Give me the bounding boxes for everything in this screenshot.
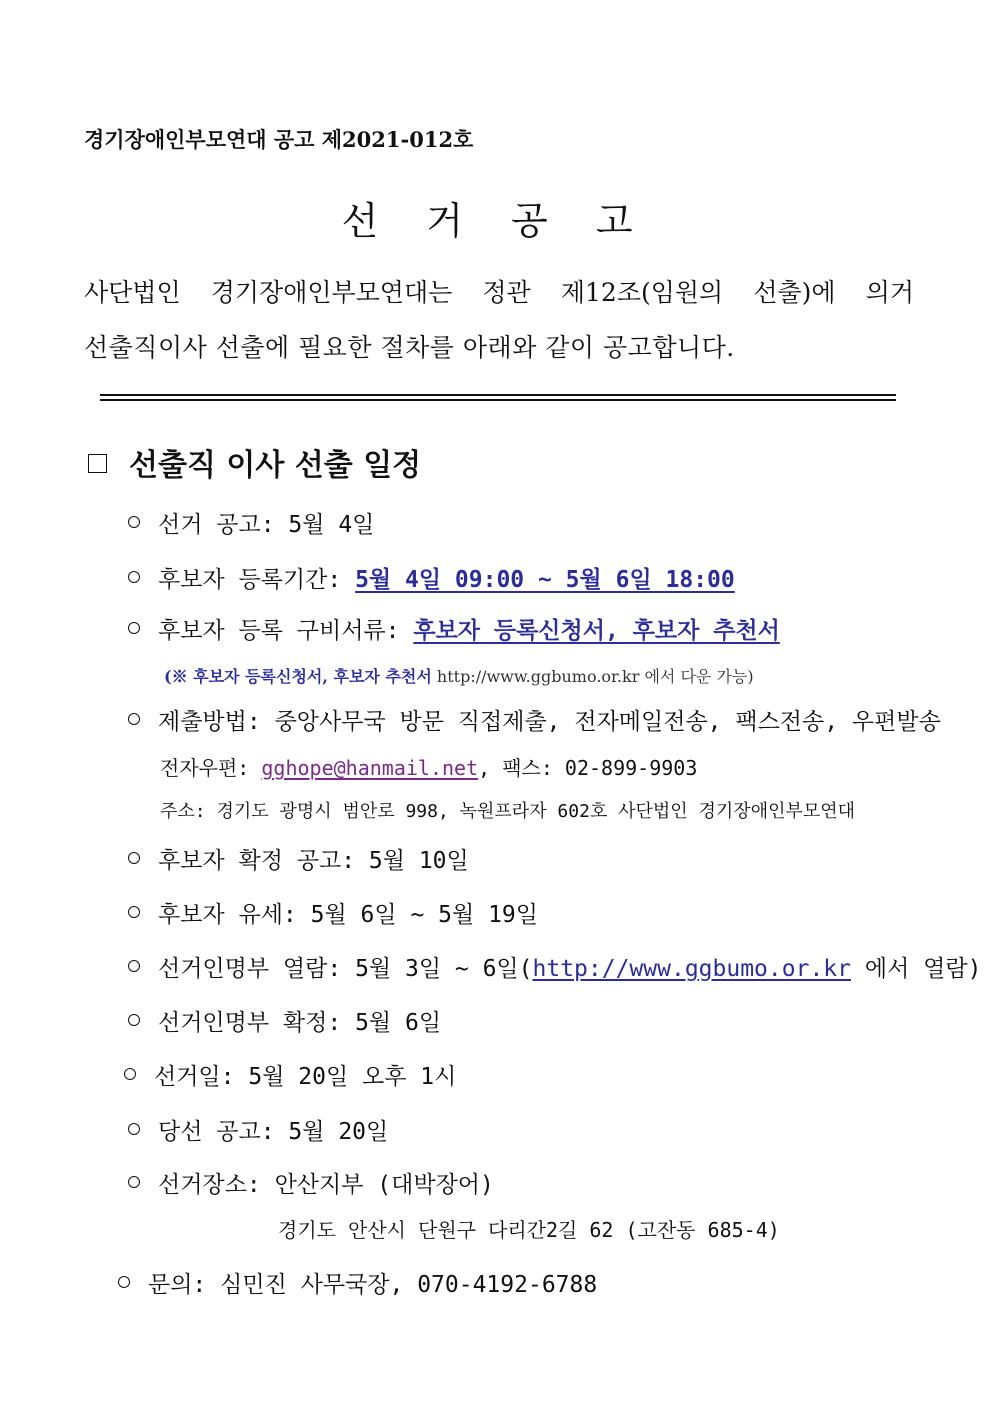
intro-word: 의거	[865, 278, 914, 307]
double-line-divider	[100, 394, 896, 408]
intro-word: 제12조(임원의	[560, 278, 724, 307]
circle-bullet-icon	[128, 906, 140, 918]
circle-bullet-icon	[118, 1276, 130, 1288]
intro-word: 경기장애인부모연대는	[210, 278, 453, 307]
document-number: 경기장애인부모연대 공고 제2021-012호	[84, 127, 474, 152]
intro-line-2: 선출직이사 선출에 필요한 절차를 아래와 같이 공고합니다.	[84, 333, 735, 362]
circle-bullet-icon	[128, 852, 140, 864]
intro-word: 사단법인	[84, 278, 181, 307]
download-note: (※ 후보자 등록신청서, 후보자 추천서 http://www.ggbumo.or.kr 에서 다운 가능)	[164, 667, 754, 686]
item-venue: 선거장소: 안산지부 (대박장어)	[128, 1166, 494, 1199]
circle-bullet-icon	[128, 1176, 140, 1188]
voter-roll-url[interactable]: http://www.ggbumo.or.kr	[532, 956, 851, 982]
square-bullet-icon	[88, 454, 107, 473]
venue-address: 경기도 안산시 단원구 다리간2길 62 (고잔동 685-4)	[278, 1218, 780, 1242]
item-registration-period: 후보자 등록기간: 5월 4일 09:00 ~ 5월 6일 18:00	[128, 561, 735, 594]
item-election-day: 선거일: 5월 20일 오후 1시	[124, 1058, 456, 1091]
circle-bullet-icon	[128, 516, 140, 528]
download-url[interactable]: http://www.ggbumo.or.kr	[436, 667, 640, 686]
registration-period-value: 5월 4일 09:00 ~ 5월 6일 18:00	[355, 567, 735, 593]
circle-bullet-icon	[124, 1068, 136, 1080]
circle-bullet-icon	[128, 622, 140, 634]
contact-email-fax: 전자우편: gghope@hanmail.net, 팩스: 02-899-9903	[160, 756, 698, 780]
page-title: 선 거 공 고	[341, 199, 651, 243]
item-campaign-period: 후보자 유세: 5월 6일 ~ 5월 19일	[128, 896, 538, 929]
circle-bullet-icon	[128, 960, 140, 972]
section-title: 선출직 이사 선출 일정	[88, 440, 421, 484]
item-winner-notice: 당선 공고: 5월 20일	[128, 1113, 388, 1146]
item-contact: 문의: 심민진 사무국장, 070-4192-6788	[118, 1266, 597, 1299]
item-required-documents: 후보자 등록 구비서류: 후보자 등록신청서, 후보자 추천서	[128, 612, 780, 645]
intro-line-1	[84, 273, 914, 309]
circle-bullet-icon	[128, 1014, 140, 1026]
item-voter-roll-confirm: 선거인명부 확정: 5월 6일	[128, 1004, 441, 1037]
intro-word: 선출)에	[753, 278, 836, 307]
required-documents-value: 후보자 등록신청서, 후보자 추천서	[413, 618, 780, 644]
circle-bullet-icon	[128, 1123, 140, 1135]
office-address: 주소: 경기도 광명시 범안로 998, 녹원프라자 602호 사단법인 경기장애인부모연대	[160, 801, 856, 822]
intro-word: 정관	[482, 278, 531, 307]
item-voter-roll-view: 선거인명부 열람: 5월 3일 ~ 6일(http://www.ggbumo.or.kr 에서 열람)	[128, 950, 981, 983]
email-link[interactable]: gghope@hanmail.net	[261, 756, 479, 780]
item-submission-method: 제출방법: 중앙사무국 방문 직접제출, 전자메일전송, 팩스전송, 우편발송	[128, 703, 941, 736]
circle-bullet-icon	[128, 571, 140, 583]
item-election-notice: 선거 공고: 5월 4일	[128, 506, 374, 539]
item-candidate-confirm: 후보자 확정 공고: 5월 10일	[128, 842, 469, 875]
circle-bullet-icon	[128, 713, 140, 725]
